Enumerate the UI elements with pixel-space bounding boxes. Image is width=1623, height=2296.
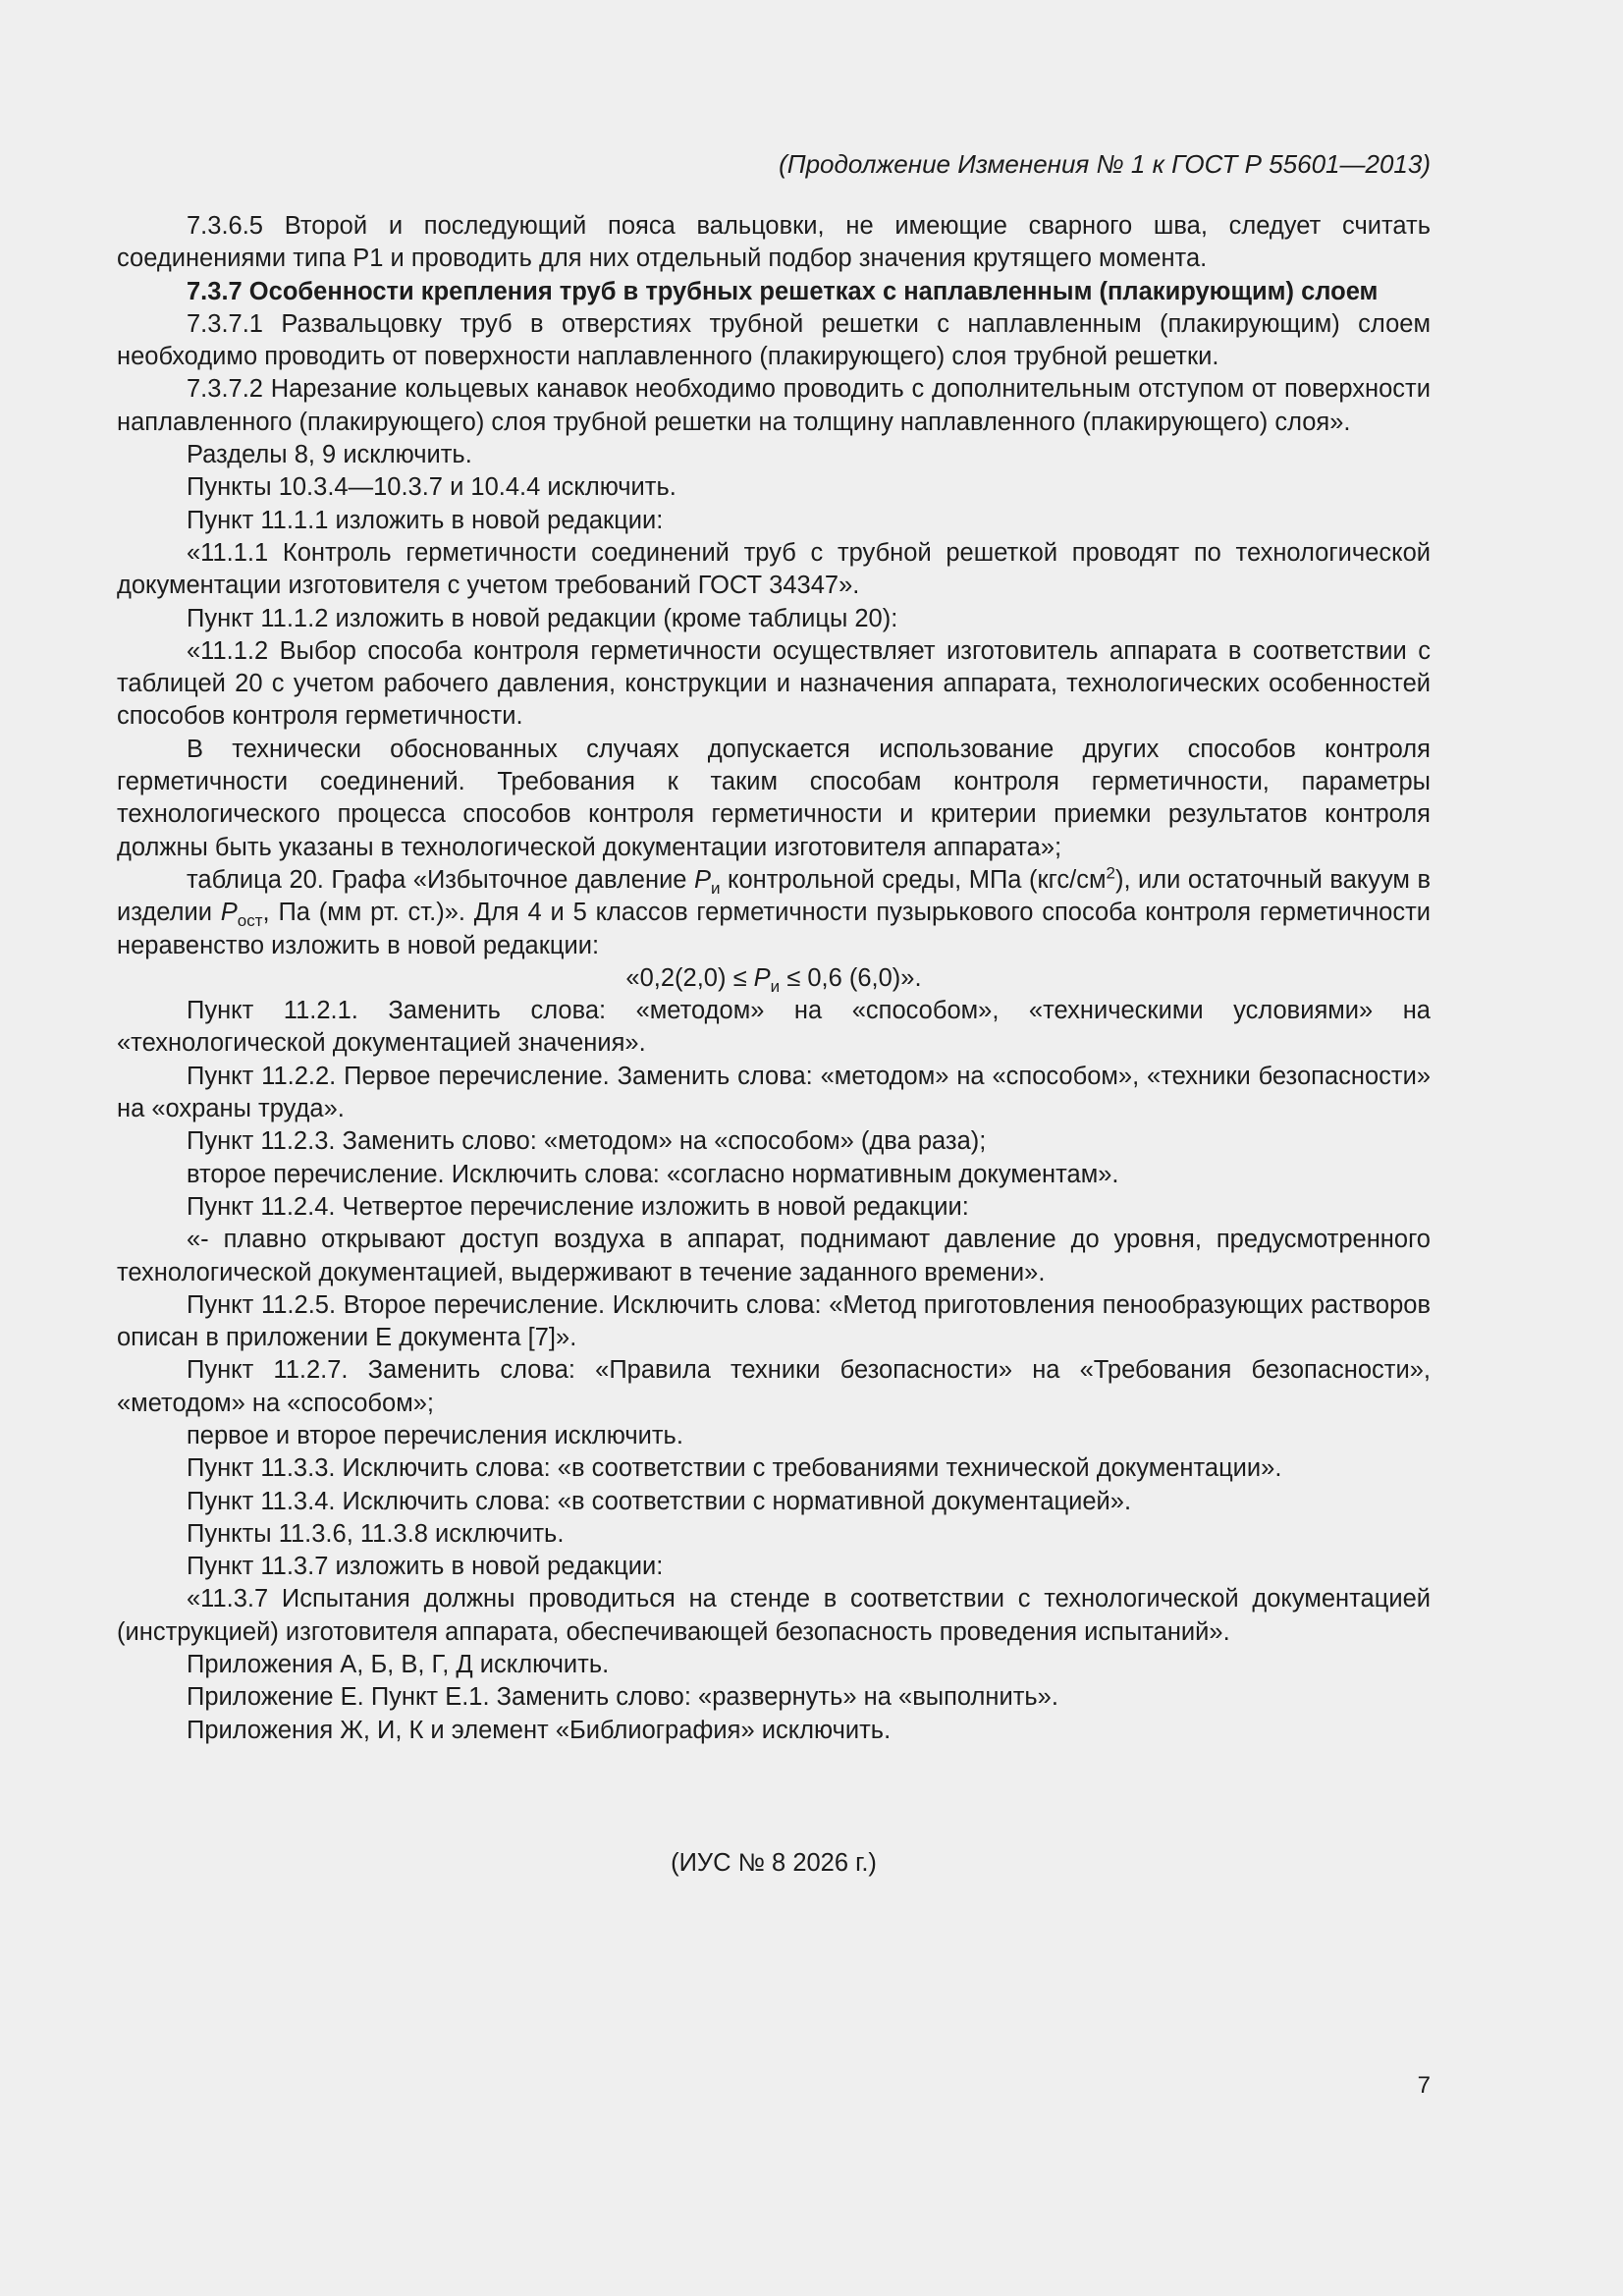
superscript: 2 xyxy=(1106,863,1115,883)
table20-paragraph xyxy=(117,864,1431,962)
text: ), или остаточный вакуум в изделии xyxy=(117,865,1431,927)
paragraph: Пункт 11.2.1. Заменить слова: «методом» на «способом», «техническими условиями» на «технологической документацией значения». xyxy=(117,997,1431,1058)
text: «0,2(2,0) ≤ xyxy=(625,963,754,992)
paragraph: Пункт 11.1.1 изложить в новой редакции: xyxy=(187,506,664,534)
paragraph: Пункт 11.2.2. Первое перечисление. Заменить слова: «методом» на «способом», «техники безопасности» на «охраны труда». xyxy=(117,1062,1431,1123)
running-header: (Продолжение Изменения № 1 к ГОСТ Р 55601—2013) xyxy=(779,149,1431,179)
paragraph: «11.3.7 Испытания должны проводиться на стенде в соответствии с технологической документацией (инструкцией) изготовителя аппарата, обеспечивающей безопасность проведения испытаний». xyxy=(117,1585,1431,1646)
subscript: ост xyxy=(237,911,263,931)
paragraph: Приложение Е. Пункт Е.1. Заменить слово: «развернуть» на «выполнить». xyxy=(187,1683,1058,1712)
section-heading: 7.3.7 Особенности крепления труб в трубных решетках с наплавленным (плакирующим) слоем xyxy=(187,277,1379,305)
subscript: и xyxy=(770,976,781,996)
paragraph: Пункт 11.3.4. Исключить слова: «в соответствии с нормативной документацией». xyxy=(187,1487,1132,1515)
paragraph: 7.3.7.2 Нарезание кольцевых канавок необходимо проводить с дополнительным отступом от поверхности наплавленного (плакирующего) слоя трубной решетки на толщину наплавленного (плакирующего) слоя». xyxy=(117,375,1431,436)
paragraph: Приложения Ж, И, К и элемент «Библиография» исключить. xyxy=(187,1716,892,1744)
text: таблица 20. Графа «Избыточное давление xyxy=(187,865,694,894)
subscript: и xyxy=(711,879,721,899)
page-number: 7 xyxy=(1417,2072,1431,2099)
paragraph: первое и второе перечисления исключить. xyxy=(187,1421,683,1449)
paragraph: Пункт 11.2.3. Заменить слово: «методом» на «способом» (два раза); xyxy=(187,1127,987,1156)
ius-note: (ИУС № 8 2026 г.) xyxy=(671,1849,877,1877)
paragraph: «- плавно открывают доступ воздуха в аппарат, поднимают давление до уровня, предусмотренного технологической документацией, выдерживают в течение заданного времени». xyxy=(117,1226,1431,1286)
paragraph: Пункты 10.3.4—10.3.7 и 10.4.4 исключить. xyxy=(187,473,676,502)
text: контрольной среды, МПа (кгс/см xyxy=(720,865,1107,894)
paragraph: Пункт 11.2.4. Четвертое перечисление изложить в новой редакции: xyxy=(187,1192,969,1221)
formula xyxy=(117,962,1431,995)
paragraph: 7.3.7.1 Развальцовку труб в отверстиях трубной решетки с наплавленным (плакирующим) слоем необходимо проводить от поверхности наплавленного (плакирующего) слоя трубной решетки. xyxy=(117,309,1431,371)
paragraph: Пункт 11.2.7. Заменить слова: «Правила техники безопасности» на «Требования безопасности», «методом» на «способом»; xyxy=(117,1356,1431,1417)
symbol-p: P xyxy=(220,899,238,927)
document-body xyxy=(117,210,1431,1747)
paragraph: Пункт 11.3.7 изложить в новой редакции: xyxy=(187,1553,664,1581)
paragraph: второе перечисление. Исключить слова: «согласно нормативным документам». xyxy=(187,1160,1119,1188)
symbol-p: P xyxy=(694,865,712,894)
text: , Па (мм рт. ст.)». Для 4 и 5 классов герметичности пузырькового способа контроля герметичности неравенство изложить в новой редакции: xyxy=(117,899,1432,959)
text: ≤ 0,6 (6,0)». xyxy=(780,963,922,992)
paragraph: Пункты 11.3.6, 11.3.8 исключить. xyxy=(187,1519,565,1548)
paragraph: Пункт 11.3.3. Исключить слова: «в соответствии с требованиями технической документации». xyxy=(187,1454,1282,1483)
paragraph: «11.1.2 Выбор способа контроля герметичности осуществляет изготовитель аппарата в соответствии с таблицей 20 с учетом рабочего давления, конструкции и назначения аппарата, технологических особенностей способов контроля герметичности. xyxy=(117,636,1431,731)
paragraph: В технически обоснованных случаях допускается использование других способов контроля герметичности соединений. Требования к таким способам контроля герметичности, параметры технологического процесса способов контроля герметичности и критерии приемки результатов контроля должны быть указаны в технологической документации изготовителя аппарата»; xyxy=(117,735,1431,861)
paragraph: Пункт 11.2.5. Второе перечисление. Исключить слова: «Метод приготовления пенообразующих растворов описан в приложении Е документа [7]». xyxy=(117,1290,1431,1352)
symbol-p: P xyxy=(753,963,771,992)
paragraph: Приложения А, Б, В, Г, Д исключить. xyxy=(187,1651,610,1679)
paragraph: 7.3.6.5 Второй и последующий пояса вальцовки, не имеющие сварного шва, следует считать соединениями типа Р1 и проводить для них отдельный подбор значения крутящего момента. xyxy=(117,212,1431,273)
paragraph: Пункт 11.1.2 изложить в новой редакции (кроме таблицы 20): xyxy=(187,604,898,632)
paragraph: Разделы 8, 9 исключить. xyxy=(187,441,472,469)
paragraph: «11.1.1 Контроль герметичности соединений труб с трубной решеткой проводят по технологической документации изготовителя с учетом требований ГОСТ 34347». xyxy=(117,538,1431,600)
